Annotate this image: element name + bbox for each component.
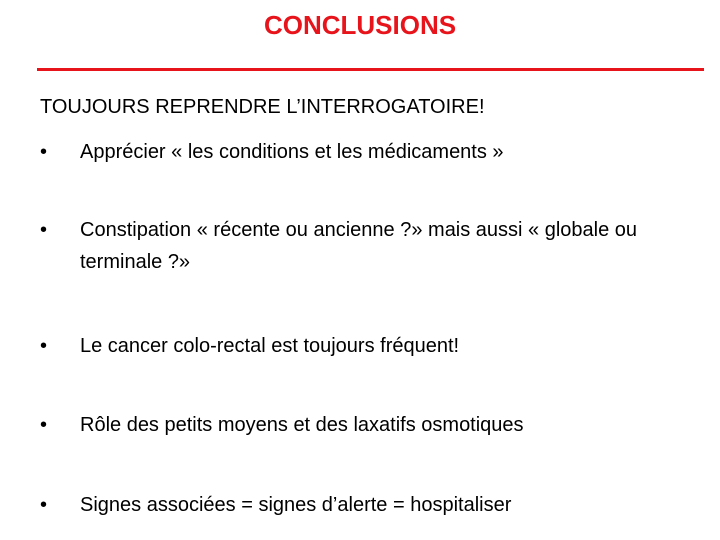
slide-title: CONCLUSIONS	[263, 10, 457, 40]
bullet-item-signes-alerte	[40, 489, 700, 521]
intro-heading: TOUJOURS REPRENDRE L’INTERROGATOIRE!	[40, 96, 485, 118]
bullet-item-cancer-colo-rectal	[40, 330, 700, 362]
bullet-text: Rôle des petits moyens et des laxatifs osmotiques	[80, 414, 524, 436]
title-divider	[37, 68, 704, 71]
bullet-item-constipation	[40, 214, 700, 278]
bullet-icon: •	[40, 219, 48, 241]
bullet-item-laxatifs	[40, 409, 700, 441]
bullet-text: Apprécier « les conditions et les médicaments »	[80, 141, 504, 163]
bullet-text: Le cancer colo-rectal est toujours fréquent!	[80, 335, 460, 357]
bullet-text: Constipation « récente ou ancienne ?» mais aussi « globale ou terminale ?»	[80, 219, 638, 273]
bullet-text: Signes associées = signes d’alerte = hospitaliser	[80, 494, 512, 516]
bullet-icon: •	[40, 414, 48, 436]
bullet-icon: •	[40, 494, 48, 516]
bullet-icon: •	[40, 141, 48, 163]
bullet-item-conditions-medicaments	[40, 136, 700, 168]
bullet-icon: •	[40, 335, 48, 357]
